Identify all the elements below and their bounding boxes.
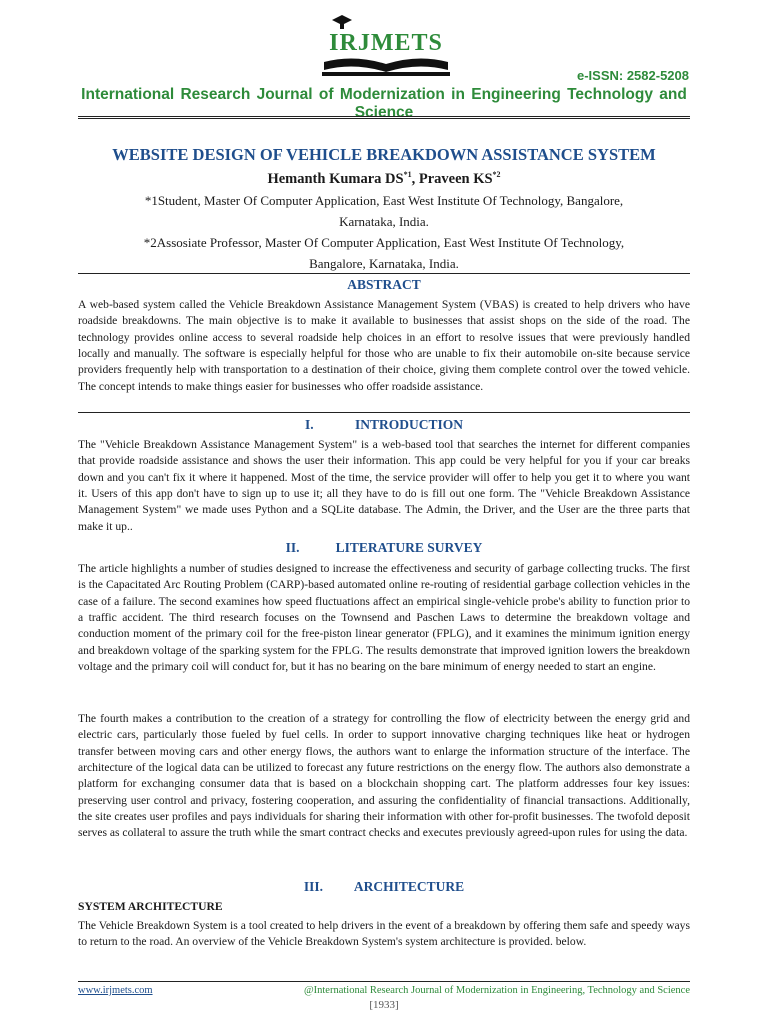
- subheading-system-architecture: SYSTEM ARCHITECTURE: [78, 900, 223, 913]
- journal-logo: [318, 14, 454, 78]
- section-heading-architecture: [78, 879, 690, 895]
- abstract-top-rule: [78, 273, 690, 274]
- section-number: III.: [303, 879, 323, 894]
- section-title: ARCHITECTURE: [353, 879, 465, 894]
- paper-title: WEBSITE DESIGN OF VEHICLE BREAKDOWN ASSISTANCE SYSTEM: [112, 145, 656, 164]
- affiliation-2: [78, 232, 690, 274]
- affiliation-2-line-2: Bangalore, Karnataka, India.: [309, 256, 459, 271]
- section-title: INTRODUCTION: [354, 417, 463, 432]
- paper-authors: Hemanth Kumara DS$^{*1}$, Praveen KS$^{*2}$: [267, 170, 501, 187]
- footer-rule: [78, 981, 690, 982]
- section-heading-introduction: [78, 417, 690, 433]
- affiliation-2-line-1: *2Assosiate Professor, Master Of Computer Application, East West Institute Of Technology,: [143, 235, 625, 250]
- affiliation-1-line-2: Karnataka, India.: [339, 214, 429, 229]
- affiliation-1: [78, 190, 690, 232]
- journal-name: International Research Journal of Modernization in Engineering Technology and Science: [81, 86, 687, 121]
- affiliation-1-line-1: *1Student, Master Of Computer Application, East West Institute Of Technology, Bangalore,: [144, 193, 624, 208]
- page-number: [1933]: [369, 999, 399, 1011]
- logo-text: IRJMETS: [329, 30, 443, 56]
- footer-copyright: @International Research Journal of Modernization in Engineering, Technology and Science: [303, 985, 690, 996]
- abstract-text: A web-based system called the Vehicle Breakdown Assistance Management System (VBAS) is created to help drivers who have roadside breakdowns. The main objective is to make it available to businesses that assist shops on the side of the road. The technology provides online access to several roadside help choices in an effort to resolve issues that were previously handled locally and manually. The software is especially helpful for those who are unable to fix their automobile on-site because service providers frequently help with transportation to a destination of their choice, giving them complete control over the towed vehicle. The concept intends to make things easier for businesses who offer roadside assistance.: [78, 298, 690, 393]
- architecture-paragraph: The Vehicle Breakdown System is a tool created to help drivers in the event of a breakdown by offering them safe and speedy ways to return to the road. An overview of the Vehicle Breakdown System's system architecture is provided. below.: [78, 919, 690, 949]
- introduction-paragraph: The "Vehicle Breakdown Assistance Management System" is a web-based tool that searches the internet for different companies that provide roadside assistance and shows the user their information. This app could be very helpful for you if your car breaks down and you can't fix it where it happened. Most of the time, the service provider will offer to help you get it to where you want it. Users of this app don't have to sign up to use it; all they have to do is fill out one form. The "Vehicle Breakdown Assistance Management System" we made uses Python and a SQLite database. The Admin, the Driver, and the User are the three parts that make it up..: [78, 438, 690, 533]
- abstract-heading: ABSTRACT: [347, 277, 421, 292]
- section-heading-literature-survey: [78, 540, 690, 556]
- literature-paragraph-2: The fourth makes a contribution to the creation of a strategy for controlling the flow of electricity between the energy grid and electric cars, particularly those fueled by fuel cells. In order to support innovative charging techniques like heat or hydrogen transfer between moving cars and other energy flows, the authors want to enlarge the information structure of the interface. The architecture of the logical data can be utilized to forecast any future restrictions on the energy flow. The authors also demonstrate a platform for exchanging consumer data that is based on a blockchain shopping cart. The platform addresses four key issues: preserving user control and privacy, fostering cooperation, and assuring the confidentiality of financial transactions. Additionally, the site creates user profiles and pays individuals for sharing their information with other for-profit businesses. The twofold deposit serves as collateral to assure the truth while the smart contract checks and executes previously agreed-upon rules for using the data.: [78, 712, 690, 840]
- abstract-bottom-rule: [78, 412, 690, 413]
- section-title: LITERATURE SURVEY: [335, 540, 483, 555]
- literature-paragraph-1: The article highlights a number of studies designed to increase the effectiveness and security of garbage collecting trucks. The first is the Capacitated Arc Routing Problem (CARP)-based automated online re-routing of residential garbage collection vehicles in the case of a failure. The second examines how speed fluctuations affect an empirical single-vehicle probe's ability to function prior to a traffic accident. The third research focuses on the Townsend and Paschen Laws to determine the breakdown voltage and conduction moment of the primary coil for the free-piston linear generator (FPLG), and it examines the minimum ignition energy and breakdown voltage of the sparking system for the FPLG. The results demonstrate that improved ignition lowers the breakdown voltage and the primary coil will conduct for, but it has no bearing on the bare minimum of energy needed to start an engine.: [78, 562, 690, 674]
- footer-website-link[interactable]: www.irjmets.com: [78, 985, 153, 996]
- section-number: I.: [304, 417, 314, 432]
- section-number: II.: [285, 540, 300, 555]
- header-divider: [78, 116, 690, 119]
- issn-label: e-ISSN: 2582-5208: [576, 68, 689, 83]
